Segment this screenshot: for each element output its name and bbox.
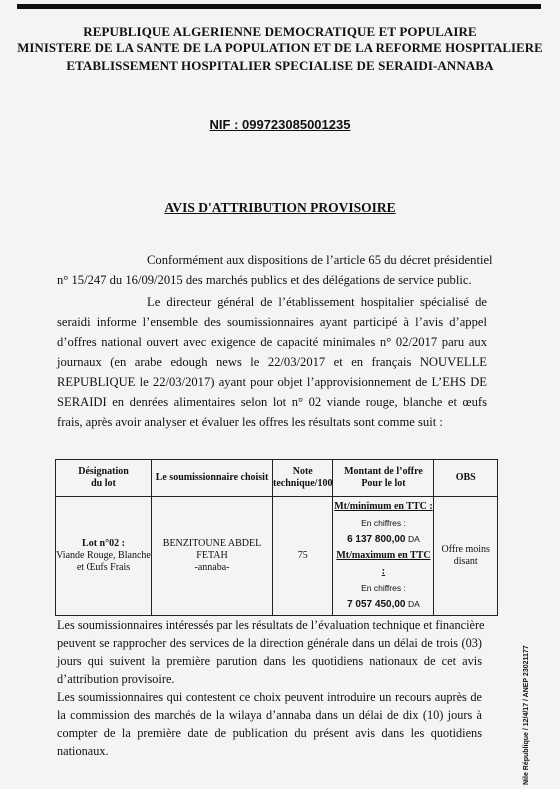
mt-max-label: Mt/maximum en TTC : <box>336 550 431 577</box>
intro-paragraph-2: Le directeur général de l’établissement hospitalier spécialisé de seraidi informe l’ensemble des soumissionnaires ayant participé à l’avis d’appel d’offres national ouvert avec exigence de capacité minimales n° 02/2017 paru aux journaux (en arabe edough news le 22/03/2017 et en français NOUVELLE REPUBLIQUE le 22/03/2017) ayant pour objet l’approvisionnement de L’EHS DE SERAIDI en denrées alimentaires selon lot n° 02 viande rouge, blanche et œufs frais, après avoir analyser et évaluer les offres les résultats sont comme suit : <box>57 295 487 429</box>
closing-paragraph-2: Les soumissionnaires qui contestent ce choix peuvent introduire un recours auprès de la commission des marchés de la wilaya d’annaba dans un délai de dix (10) jours à compter de la première date de publication du présent avis dans les quotidiens nationaux. <box>57 690 482 758</box>
cell-montant: Mt/minimum en TTC : En chiffres : 6 137 800,00 DA Mt/maximum en TTC : En chiffres : 7 057 450,00 DA <box>333 497 434 616</box>
table-row <box>56 497 498 616</box>
publication-side-note: Nile République / 12/4/17 / ANEP 23021177 <box>523 645 530 785</box>
mt-min-label: Mt/minimum en TTC : <box>334 501 433 512</box>
cell-lot: Lot n°02 : Viande Rouge, Blanche et Œufs Frais <box>56 497 152 616</box>
cell-obs: Offre moins disant <box>434 497 498 616</box>
attribution-table <box>55 459 498 616</box>
intro-paragraph-1: Conformément aux dispositions de l’article 65 du décret présidentiel n° 15/247 du 16/09/2015 des marchés publics et des délégations de service public. <box>57 253 493 287</box>
header-designation: Désignation du lot <box>56 460 152 497</box>
closing-paragraph-1: Les soumissionnaires intéressés par les résultats de l’évaluation technique et financière peuvent se rapprocher des services de la direction générale dans un délai de trois (03) jours qui suivent la première parution dans les quotidiens nationaux de cet avis d’attribution provisoire. <box>57 618 485 686</box>
header-note: Note technique/100 <box>273 460 333 497</box>
top-rule <box>17 4 541 9</box>
header-line-etablissement: ETABLISSEMENT HOSPITALIER SPECIALISE DE SERAIDI-ANNABA <box>66 58 494 73</box>
cell-note: 75 <box>273 497 333 616</box>
header-soumissionnaire: Le soumissionnaire choisit <box>152 460 273 497</box>
mt-max-value: 7 057 450,00 DA <box>347 599 420 610</box>
header-line-ministere: MINISTERE DE LA SANTE DE LA POPULATION ET DE LA REFORME HOSPITALIERE <box>17 41 543 55</box>
cell-soumissionnaire: BENZITOUNE ABDEL FETAH -annaba- <box>152 497 273 616</box>
nif-number: NIF : 099723085001235 <box>209 117 351 132</box>
notice-title: AVIS D'ATTRIBUTION PROVISOIRE <box>164 200 396 215</box>
header-montant: Montant de l’offre Pour le lot <box>333 460 434 497</box>
mt-min-value: 6 137 800,00 DA <box>347 534 420 545</box>
header-line-republique: REPUBLIQUE ALGERIENNE DEMOCRATIQUE ET POPULAIRE <box>83 24 477 39</box>
header-obs: OBS <box>434 460 498 497</box>
table-header-row <box>56 460 498 497</box>
